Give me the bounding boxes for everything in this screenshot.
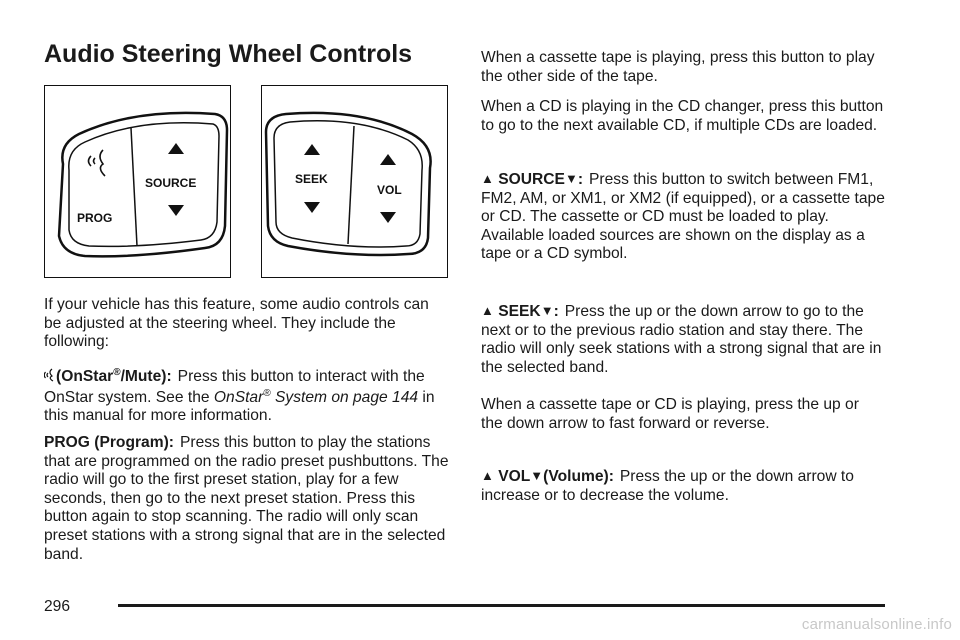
source-up-arrow[interactable] bbox=[168, 143, 184, 154]
registered-mark: ® bbox=[113, 366, 121, 378]
registered-mark: ® bbox=[263, 387, 271, 399]
up-arrow-icon: ▲ bbox=[481, 171, 494, 186]
prog-button-label: PROG bbox=[77, 211, 113, 225]
onstar-cross-reference-link[interactable] bbox=[214, 389, 418, 406]
source-button-label: SOURCE bbox=[145, 176, 197, 190]
source-description: Press this button to switch between FM1, FM2, AM, or XM1, or XM2 (if equipped), or a cassette tape or CD. The cassette or CD must be loaded to play. Available loaded sources are shown on the display as a tape or a CD symbol. bbox=[481, 171, 885, 263]
control-pad-outline bbox=[59, 113, 227, 256]
link-text: OnStar bbox=[213, 388, 264, 406]
page-title: Audio Steering Wheel Controls bbox=[44, 40, 413, 68]
link-text-suffix: System on page 144 bbox=[270, 388, 419, 406]
seek-button-label: SEEK bbox=[295, 172, 328, 186]
footer-rule bbox=[118, 604, 885, 607]
prog-paragraph bbox=[44, 434, 449, 564]
seek-down-arrow[interactable] bbox=[304, 202, 320, 213]
seek-term bbox=[481, 303, 559, 320]
fast-forward-paragraph: When a cassette tape or CD is playing, press the up or the down arrow to fast forward or reverse. bbox=[481, 396, 859, 432]
onstar-paragraph bbox=[44, 367, 449, 426]
up-arrow-icon: ▲ bbox=[481, 468, 494, 483]
down-arrow-icon: ▼ bbox=[540, 303, 554, 318]
source-term bbox=[481, 171, 583, 188]
vol-term bbox=[481, 468, 614, 485]
prog-term: PROG (Program): bbox=[44, 434, 174, 451]
button-divider bbox=[131, 128, 137, 246]
cd-next-paragraph: When a CD is playing in the CD changer, press this button to go to the next available CD, if multiple CDs are loaded. bbox=[481, 98, 884, 134]
steering-wheel-figures bbox=[44, 85, 449, 278]
vol-button-label: VOL bbox=[377, 183, 402, 197]
down-arrow-icon: ▼ bbox=[530, 468, 544, 483]
seek-description: Press the up or the down arrow to go to the next or to the previous radio station and stay there. The radio will only seek stations with a strong signal that are in the selected band. bbox=[481, 303, 882, 376]
control-pad-inner bbox=[69, 123, 219, 247]
intro-paragraph: If your vehicle has this feature, some audio controls can be adjusted at the steering wheel. They include the following: bbox=[44, 296, 429, 351]
onstar-term-suffix: /Mute): bbox=[120, 368, 172, 385]
watermark: carmanualsonline.info bbox=[801, 616, 952, 633]
source-term-text: SOURCE bbox=[498, 171, 565, 188]
onstar-description: Press this button to interact with the OnStar system. See the bbox=[44, 368, 425, 406]
source-paragraph bbox=[481, 171, 891, 264]
onstar-voice-icon bbox=[89, 150, 106, 176]
source-down-arrow[interactable] bbox=[168, 205, 184, 216]
right-control-illustration bbox=[262, 86, 447, 277]
onstar-voice-icon bbox=[44, 367, 56, 389]
page-number: 296 bbox=[44, 598, 71, 615]
vol-up-arrow[interactable] bbox=[380, 154, 396, 165]
onstar-term-text: (OnStar bbox=[56, 368, 114, 385]
vol-term-text: VOL bbox=[498, 468, 531, 485]
left-control-illustration bbox=[45, 86, 230, 277]
onstar-term bbox=[56, 368, 172, 385]
vol-term-suffix: (Volume): bbox=[543, 468, 614, 485]
seek-term-text: SEEK bbox=[498, 303, 541, 320]
up-arrow-icon: ▲ bbox=[481, 303, 494, 318]
vol-down-arrow[interactable] bbox=[380, 212, 396, 223]
prog-description: Press this button to play the stations that are programmed on the radio preset pushbuttons. The radio will go to the first preset station, play for a few seconds, then go to the next preset station. Press this button again to stop scanning. The radio will only scan preset stations with a strong signal that are in the selected band. bbox=[44, 434, 449, 563]
term-colon: : bbox=[553, 303, 559, 320]
volume-paragraph bbox=[481, 468, 886, 505]
seek-up-arrow[interactable] bbox=[304, 144, 320, 155]
figure-right-controls bbox=[261, 85, 448, 278]
button-divider bbox=[348, 126, 354, 244]
vol-description: Press the up or the down arrow to increase or to decrease the volume. bbox=[481, 468, 854, 504]
figure-left-controls bbox=[44, 85, 231, 278]
term-colon: : bbox=[577, 171, 584, 188]
onstar-tail: in this manual for more information. bbox=[44, 388, 435, 425]
down-arrow-icon: ▼ bbox=[564, 171, 578, 186]
seek-paragraph bbox=[481, 303, 891, 377]
cassette-flip-paragraph: When a cassette tape is playing, press this button to play the other side of the tape. bbox=[481, 49, 875, 85]
